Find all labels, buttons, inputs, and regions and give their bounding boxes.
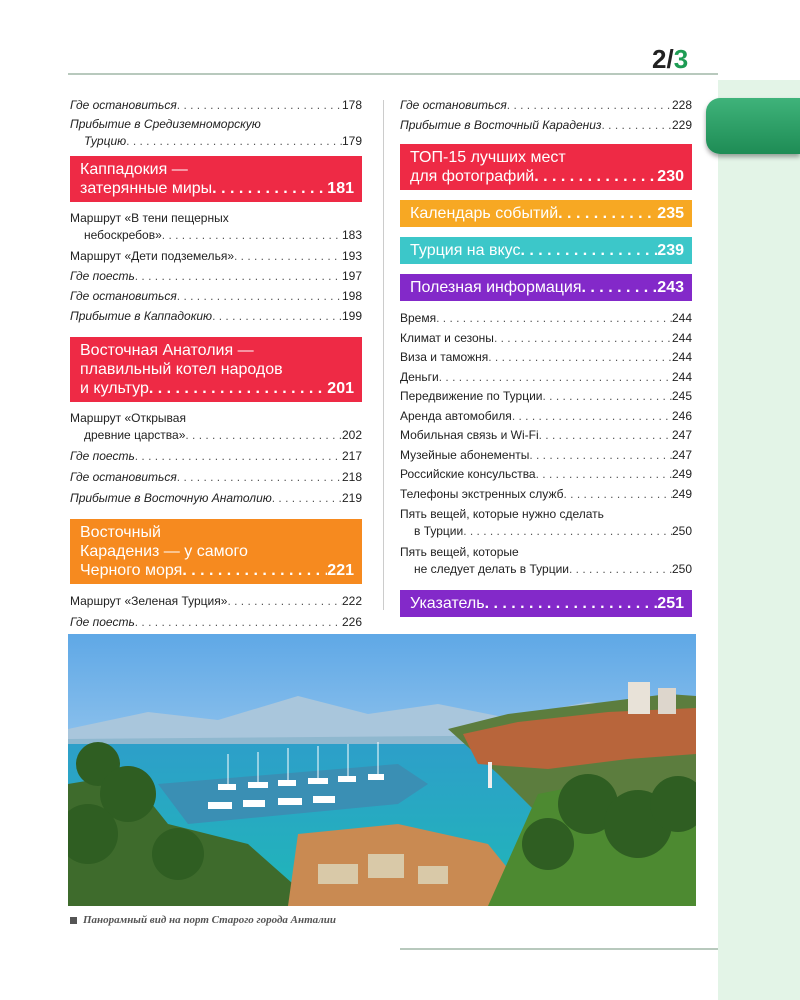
section-heading-useful-info[interactable]: Полезная информация . . . 243	[400, 274, 692, 301]
toc-entry[interactable]: Климат и сезоны . . . 244	[400, 329, 692, 349]
toc-entry[interactable]: Маршрут «Дети подземелья» . . . 193	[70, 247, 362, 265]
toc-right-column	[400, 96, 692, 625]
toc-entry[interactable]: Прибытие в Восточную Анатолию . . . 219	[70, 489, 362, 507]
section-heading-east-karadeniz[interactable]: Восточный Карадениз — у самого Черного моря . . . 221	[70, 519, 362, 584]
photo-caption: Панорамный вид на порт Старого города Анталии	[70, 914, 336, 926]
page-number: 2/3	[652, 44, 689, 74]
toc-entry[interactable]: Виза и таможня . . . 244	[400, 348, 692, 368]
section-heading-top15[interactable]: ТОП-15 лучших мест для фотографий . . . 230	[400, 144, 692, 190]
toc-entry[interactable]: Маршрут «Зеленая Турция» . . . 222	[70, 592, 362, 610]
toc-entry[interactable]: Маршрут «В тени пещерных небоскребов» . . . 183	[70, 210, 362, 244]
section-heading-events[interactable]: Календарь событий . . . 235	[400, 200, 692, 227]
toc-entry[interactable]: Деньги . . . 244	[400, 368, 692, 388]
toc-entry[interactable]: Телефоны экстренных служб . . . 249	[400, 485, 692, 505]
toc-entry[interactable]: Время . . . 244	[400, 309, 692, 329]
toc-entry[interactable]: Пять вещей, которые нужно сделать в Турции . . . 250	[400, 506, 692, 540]
toc-entry[interactable]: Мобильная связь и Wi-Fi . . . 247	[400, 426, 692, 446]
toc-entry[interactable]: Пять вещей, которые не следует делать в Турции . . . 250	[400, 544, 692, 578]
toc-entry[interactable]: Где остановиться . . . 228	[400, 96, 692, 114]
antalya-harbor-photo	[68, 634, 696, 906]
section-heading-east-anatolia[interactable]: Восточная Анатолия — плавильный котел народов и культур . . . 201	[70, 337, 362, 402]
toc-entry[interactable]: Где остановиться . . . 178	[70, 96, 362, 114]
section-heading-taste[interactable]: Турция на вкус . . . 239	[400, 237, 692, 264]
chapter-tab[interactable]	[706, 98, 800, 154]
side-band	[718, 80, 800, 1000]
toc-entry[interactable]: Прибытие в Восточный Карадениз . . . 229	[400, 116, 692, 134]
toc-entry[interactable]: Где поесть . . . 197	[70, 267, 362, 285]
toc-entry[interactable]: Где остановиться . . . 198	[70, 287, 362, 305]
caption-bullet	[70, 917, 77, 924]
toc-entry[interactable]: Прибытие в Каппадокию . . . 199	[70, 307, 362, 325]
section-heading-index[interactable]: Указатель . . . 251	[400, 590, 692, 617]
toc-entry[interactable]: Где остановиться . . . 218	[70, 468, 362, 486]
toc-entry[interactable]: Российские консульства . . . 249	[400, 465, 692, 485]
toc-left-column	[70, 96, 362, 631]
toc-entry[interactable]: Прибытие в Средиземноморскую Турцию . . . 179	[70, 116, 362, 150]
toc-entry[interactable]: Где поесть . . . 217	[70, 447, 362, 465]
top-rule	[68, 73, 718, 75]
toc-entry[interactable]: Передвижение по Турции . . . 245	[400, 387, 692, 407]
toc-entry[interactable]: Аренда автомобиля . . . 246	[400, 407, 692, 427]
toc-entry[interactable]: Маршрут «Открывая древние царства» . . . 202	[70, 410, 362, 444]
section-heading-cappadocia[interactable]: Каппадокия — затерянные миры . . . 181	[70, 156, 362, 202]
toc-entry[interactable]: Музейные абонементы . . . 247	[400, 446, 692, 466]
harbor-illustration	[68, 634, 696, 906]
column-divider	[383, 100, 384, 610]
toc-entry[interactable]: Где поесть . . . 226	[70, 613, 362, 631]
bottom-rule	[400, 948, 718, 950]
